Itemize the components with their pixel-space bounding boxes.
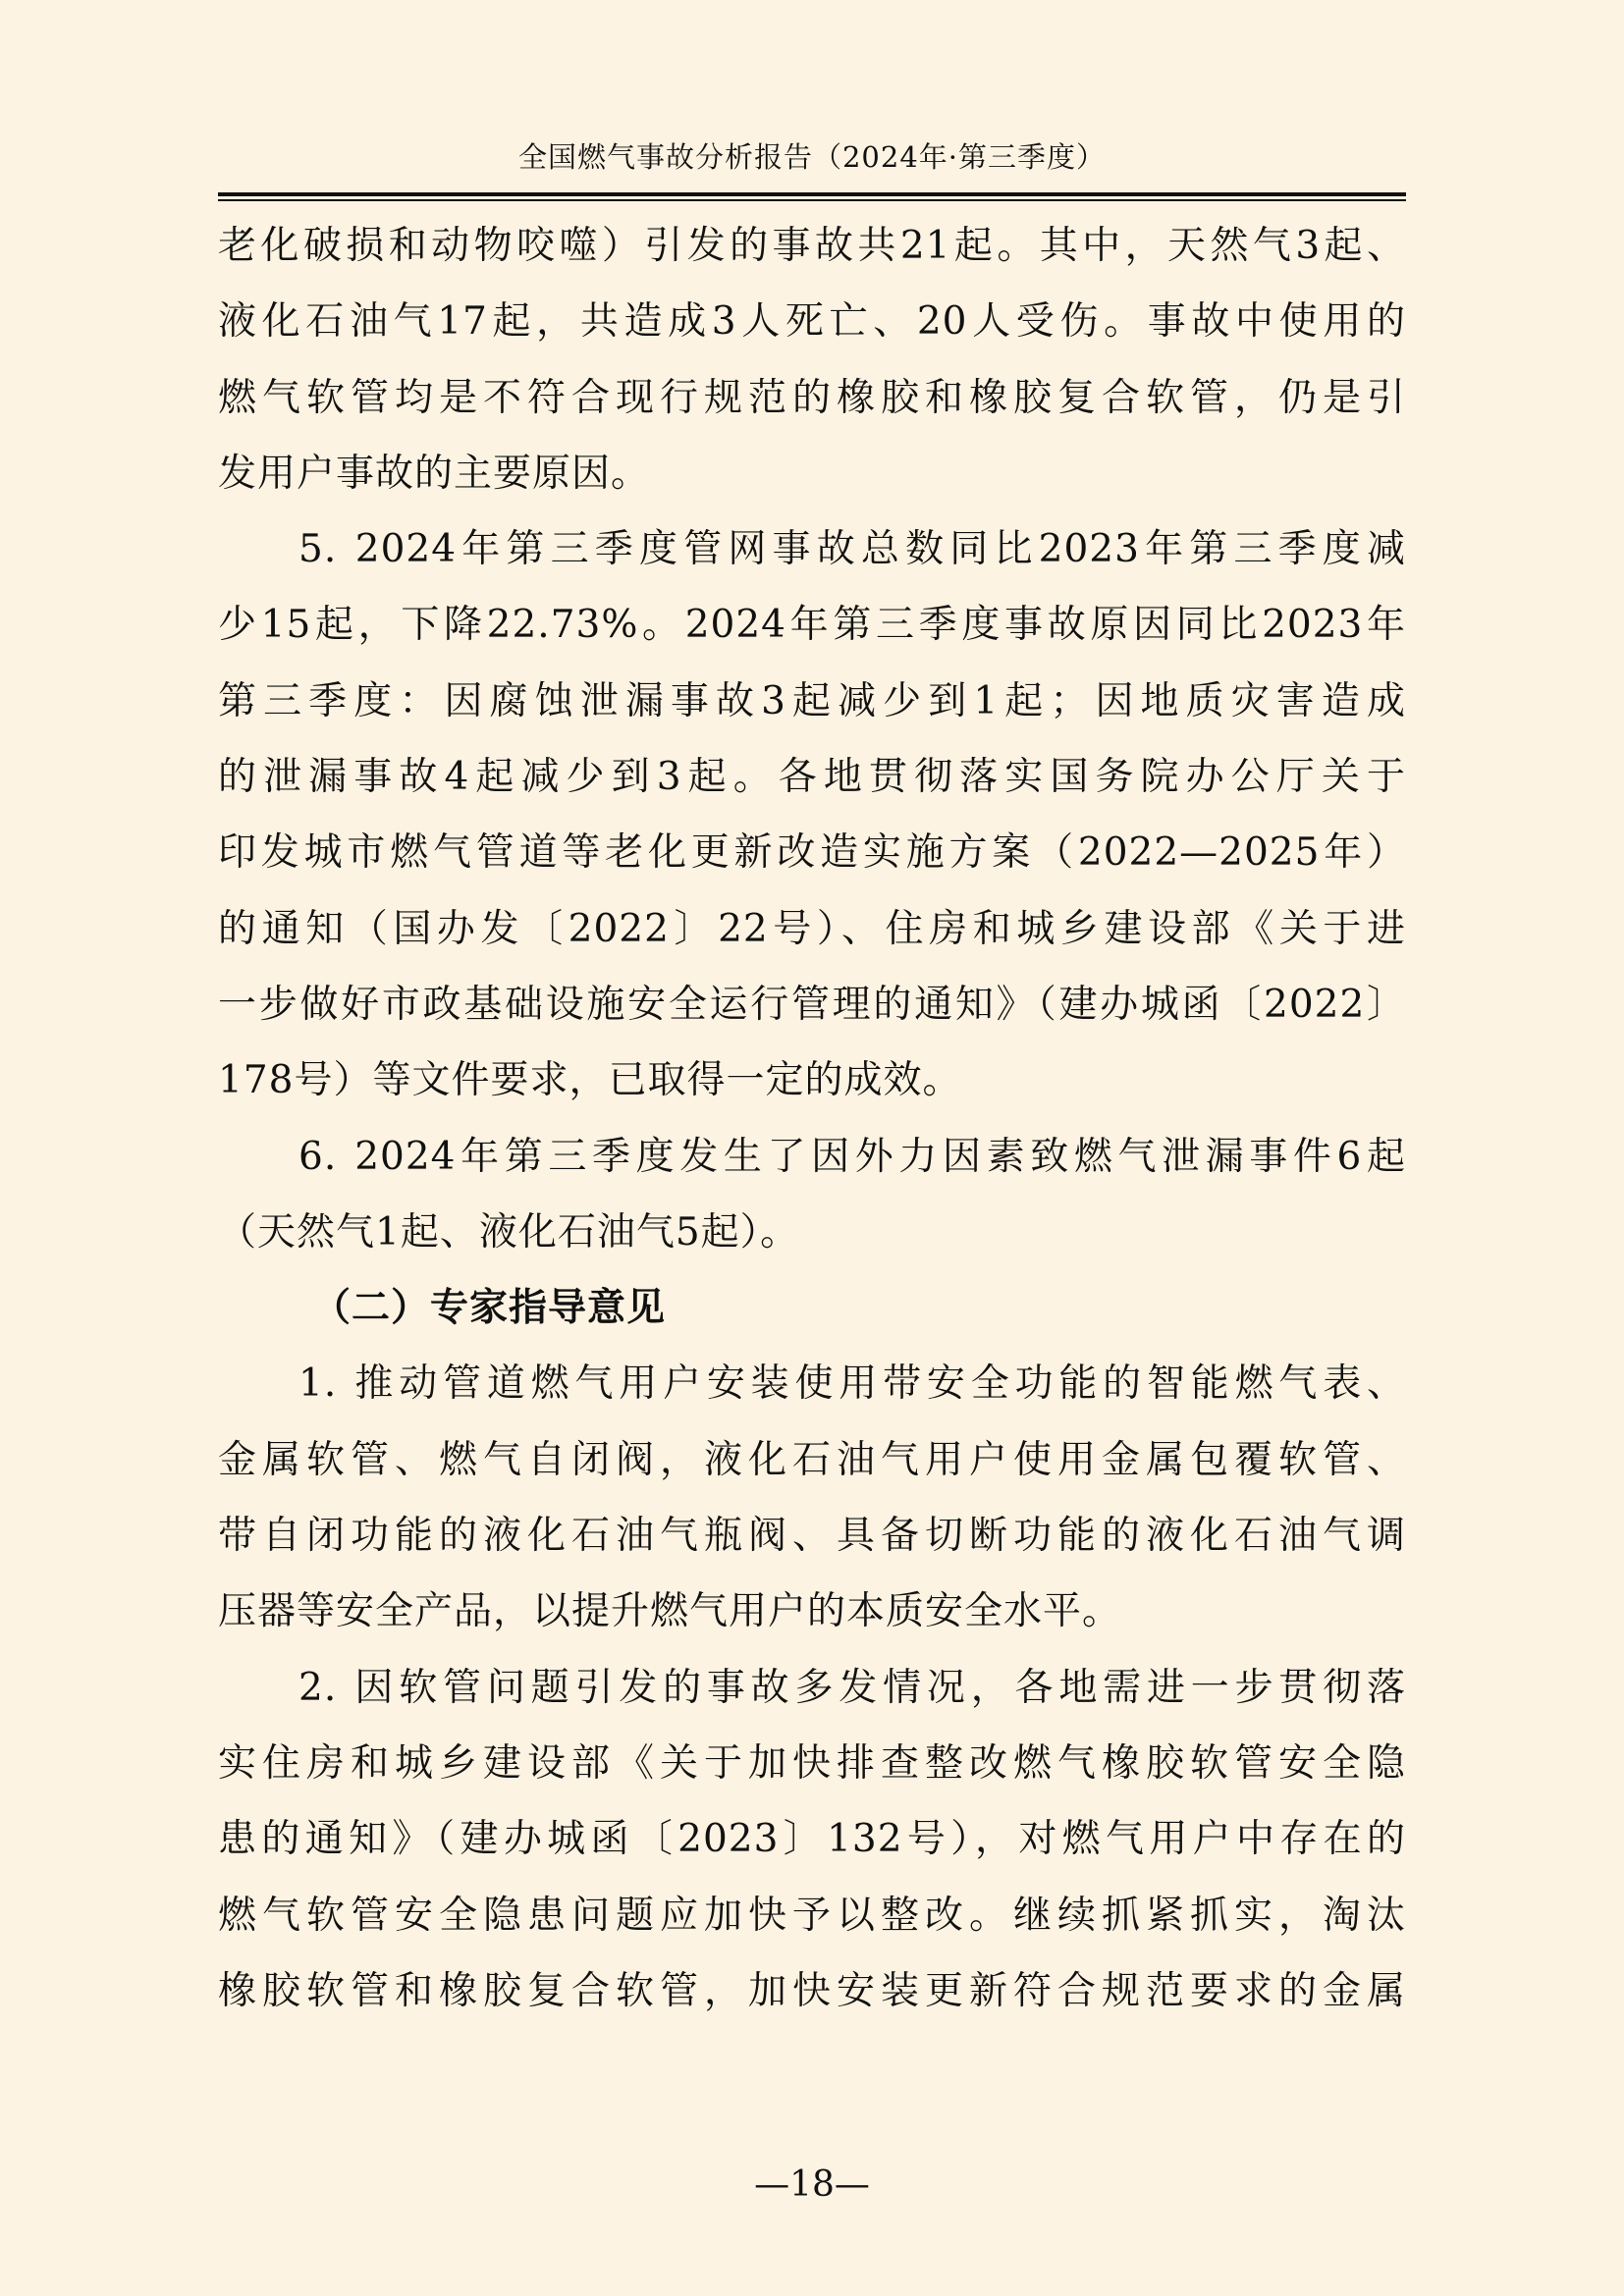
body-line: 实住房和城乡建设部《关于加快排查整改燃气橡胶软管安全隐 [218,1740,1406,1786]
body-line: 患的通知》（建办城函〔2023〕132号），对燃气用户中存在的 [218,1817,1406,1862]
body-line: 的泄漏事故4起减少到3起。各地贯彻落实国务院办公厅关于 [218,755,1406,800]
body-line: 橡胶软管和橡胶复合软管，加快安装更新符合规范要求的金属 [218,1968,1406,2013]
body-line: 的通知（国办发〔2022〕22号）、住房和城乡建设部《关于进 [218,906,1406,951]
body-line: 燃气软管安全隐患问题应加快予以整改。继续抓紧抓实，淘汰 [218,1893,1406,1938]
body-line: 液化石油气17起，共造成3人死亡、20人受伤。事故中使用的 [218,299,1406,345]
body-line: 带自闭功能的液化石油气瓶阀、具备切断功能的液化石油气调 [218,1514,1406,1559]
body-line: 金属软管、燃气自闭阀，液化石油气用户使用金属包覆软管、 [218,1437,1406,1482]
body-line: 压器等安全产品，以提升燃气用户的本质安全水平。 [218,1589,1122,1634]
section-heading: （二）专家指导意见 [312,1285,667,1331]
body-line: （天然气1起、液化石油气5起）。 [218,1209,800,1255]
body-line: 178号）等文件要求，已取得一定的成效。 [218,1058,962,1103]
body-line: 少15起，下降22.73%。2024年第三季度事故原因同比2023年 [218,603,1406,648]
body-line: 发用户事故的主要原因。 [218,451,651,496]
header-rule-thin [218,199,1406,201]
document-body [218,208,1406,2029]
header-rule-thick [218,192,1406,196]
body-line: 印发城市燃气管道等老化更新改造实施方案（2022—2025年） [218,830,1406,876]
paragraph-5-start: 5. 2024年第三季度管网事故总数同比2023年第三季度减 [298,527,1406,572]
body-line: 一步做好市政基础设施安全运行管理的通知》（建办城函〔2022〕 [218,982,1406,1027]
body-line: 燃气软管均是不符合现行规范的橡胶和橡胶复合软管，仍是引 [218,375,1406,420]
guidance-1-start: 1. 推动管道燃气用户安装使用带安全功能的智能燃气表、 [298,1362,1406,1407]
body-line: 第三季度：因腐蚀泄漏事故3起减少到1起；因地质灾害造成 [218,678,1406,723]
page-number: —18— [754,2164,870,2205]
guidance-2-start: 2. 因软管问题引发的事故多发情况，各地需进一步贯彻落 [298,1665,1406,1710]
body-line: 老化破损和动物咬噬）引发的事故共21起。其中，天然气3起、 [218,224,1406,268]
paragraph-6-start: 6. 2024年第三季度发生了因外力因素致燃气泄漏事件6起 [298,1134,1406,1179]
running-header: 全国燃气事故分析报告（2024年·第三季度） [517,140,1107,174]
